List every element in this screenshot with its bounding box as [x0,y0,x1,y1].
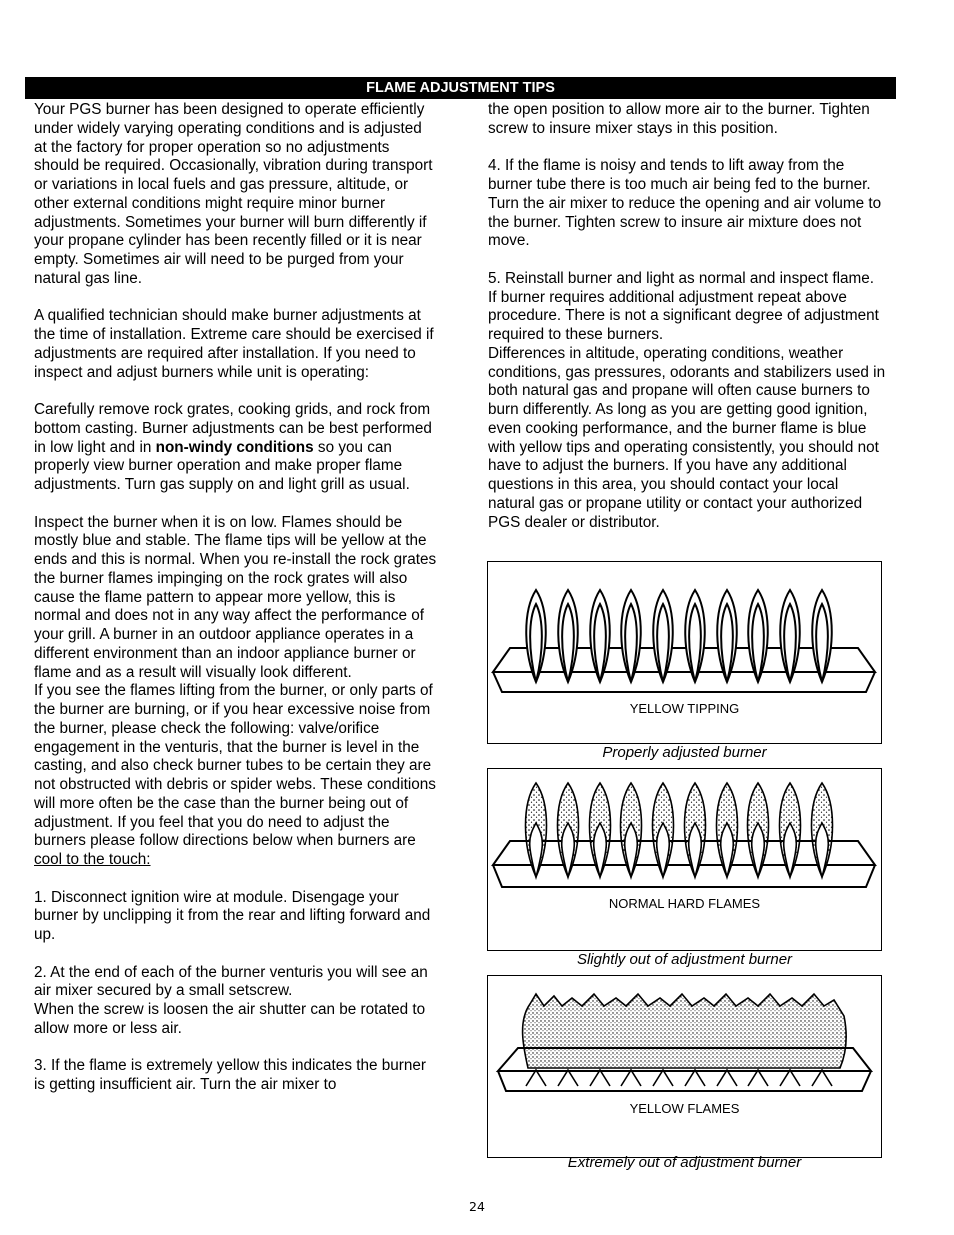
figure-label: YELLOW TIPPING [629,701,740,716]
flame-inner [562,823,575,877]
section-header: FLAME ADJUSTMENT TIPS [25,77,896,99]
flame-inner [689,823,702,877]
figure-caption: Slightly out of adjustment burner [576,951,793,968]
left-column [34,101,438,1095]
preparation-text-end: so you can properly view burner operation and make proper flame adjustments. Turn gas supply on and light grill as usual. [34,438,410,493]
preparation-paragraph [34,401,438,495]
figure-caption: Properly adjusted burner [602,744,767,761]
flame-inner [657,823,670,877]
flame-inner [816,823,829,877]
flame-inner [594,823,607,877]
flame-base [812,1070,832,1086]
flame-base [621,1070,641,1086]
figure-yellow-flames [487,975,882,1158]
flame-base [590,1070,610,1086]
figure-yellow-tipping [487,561,882,744]
lifting-text: If you see the flames lifting from the burner, or only parts of the burner are burning, or if you hear excessive noise from the burner, please check the following: valve/orifice engagement in the venturis, that the burner is level in the casting, and also check burner tubes to be certain they are not obstructed with debris or spider webs. These conditions will more often be the case than the burner being out of adjustment. If you feel that you do need to adjust the burners please follow directions below when burners are [34,682,436,850]
differences-paragraph: Differences in altitude, operating conditions, weather conditions, gas pressures, odorants and stabilizers used in both natural gas and propane will often cause burners to burn differently. As long as you are getting good ignition, even cooking performance, and the burner flame is blue with yellow tips and operating consistently, you should not have to adjust the burners. If you have any additional questions in this area, you should contact your local natural gas or propane utility or contact your authorized PGS dealer or distributor. [488,344,886,531]
cool-to-touch-underlined: cool to the touch: [34,851,151,868]
step-5: 5. Reinstall burner and light as normal and inspect flame. If burner requires additional adjustment repeat above procedure. There is not a significant degree of adjustment required to these burners. [488,269,879,343]
step-3: 3. If the flame is extremely yellow this indicates the burner is getting insufficient air. Turn the air mixer to [34,1057,426,1093]
flame-base [526,1070,546,1086]
flame-base [685,1070,705,1086]
step-3-continued: the open position to allow more air to the burner. Tighten screw to insure mixer stays in this position. [488,101,870,137]
flame-base [717,1070,737,1086]
step-4: 4. If the flame is noisy and tends to lift away from the burner tube there is too much air being fed to the burner. Turn the air mixer to reduce the opening and air volume to the burner. Tighten screw to insure air mixture does not move. [488,157,882,250]
figure-normal-hard-flames [487,768,882,951]
flame-inner [752,823,765,877]
step-1: 1. Disconnect ignition wire at module. Disengage your burner by unclipping it from the rear and lifting forward and up. [34,888,431,943]
non-windy-emphasis: non-windy conditions [155,438,314,456]
lifting-paragraph [34,682,438,870]
flame-mass [523,994,847,1068]
figure-label: YELLOW FLAMES [629,1101,740,1116]
flame-base [558,1070,578,1086]
flame-inner [625,823,638,877]
flame-inner [530,823,543,877]
burner-illustration [488,769,881,950]
figure-caption: Extremely out of adjustment burner [567,1154,802,1171]
figure-label: NORMAL HARD FLAMES [608,896,761,911]
intro-paragraph: Your PGS burner has been designed to operate efficiently under widely varying operating conditions and is adjusted at the factory for proper operation so no adjustments should be required. Occasionally, vibration during transport or variations in local fuels and gas pressure, altitude, or other external conditions might require minor burner adjustments. Sometimes your burner will burn differently if your propane cylinder has been recently filled or it is near empty. Sometimes air will need to be purged from your natural gas line. [34,101,433,287]
page-number: 24 [469,1199,485,1214]
inspect-paragraph: Inspect the burner when it is on low. Flames should be mostly blue and stable. The flame tips will be yellow at the ends and this is normal. When you re-install the rock grates the burner flames impinging on the rock grates will also cause the flame pattern to appear more yellow, this is normal and does not in any way affect the performance of your grill. A burner in an outdoor appliance operates in a different environment than an indoor appliance burner or flame and as a result will visually look different. [34,513,437,681]
flame-base [748,1070,768,1086]
burner-illustration [488,976,881,1157]
flame-base [653,1070,673,1086]
flame-inner [784,823,797,877]
step-2: 2. At the end of each of the burner venturis you will see an air mixer secured by a small setscrew. [34,963,428,1000]
preparation-text: Carefully remove rock grates, cooking grids, and rock from bottom casting. Burner adjustments can be best performed in low light and in [34,401,432,456]
right-column [488,101,886,532]
technician-paragraph: A qualified technician should make burner adjustments at the time of installation. Extreme care should be exercised if adjustments are required after installation. If you need to inspect and adjust burners while unit is operating: [34,307,434,381]
flame-inner [721,823,734,877]
flame-base [780,1070,800,1086]
step-2-continued: When the screw is loosen the air shutter can be rotated to allow more or less air. [34,1001,426,1037]
